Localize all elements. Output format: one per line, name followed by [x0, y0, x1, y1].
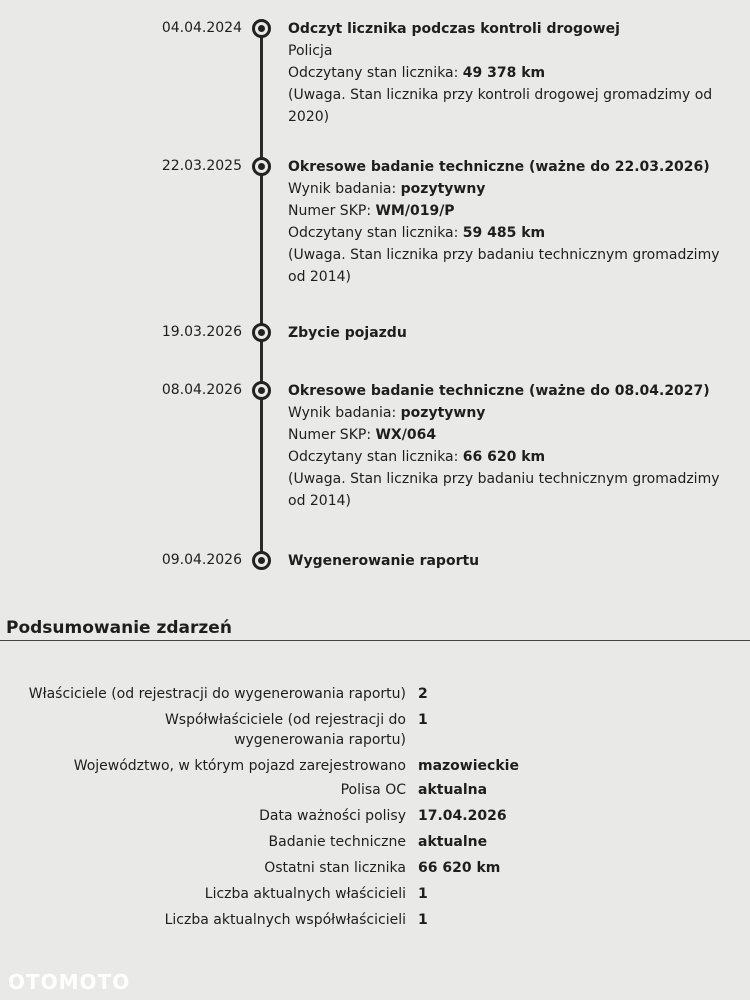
- summary-value: 1: [418, 886, 428, 902]
- event-details: [288, 18, 728, 128]
- event-details: [288, 322, 728, 344]
- event-detail: Odczytany stan licznika: 49 378 km: [288, 65, 546, 81]
- event-detail: Wynik badania: pozytywny: [288, 405, 486, 421]
- summary-label: Właściciele (od rejestracji do wygenerowania raportu): [28, 686, 406, 702]
- summary-value: 1: [418, 712, 428, 728]
- summary-value: aktualna: [418, 782, 488, 798]
- summary-label: Liczba aktualnych właścicieli: [204, 886, 406, 902]
- timeline-line: [260, 26, 263, 560]
- event-note: (Uwaga. Stan licznika przy badaniu technicznym gromadzimy od 2014): [288, 247, 720, 285]
- timeline-dot-icon: [252, 19, 271, 38]
- timeline-dot-icon: [252, 551, 271, 570]
- summary-label: Województwo, w którym pojazd zarejestrowano: [73, 758, 406, 774]
- event-note: (Uwaga. Stan licznika przy badaniu technicznym gromadzimy od 2014): [288, 471, 720, 509]
- timeline-dot-icon: [252, 157, 271, 176]
- summary-value: aktualne: [418, 834, 488, 850]
- event-title: Odczyt licznika podczas kontroli drogowej: [288, 21, 620, 37]
- summary-value: 66 620 km: [418, 860, 501, 876]
- event-date: 08.04.2026: [161, 382, 242, 398]
- event-date: 22.03.2025: [161, 158, 242, 174]
- event-title: Wygenerowanie raportu: [288, 553, 480, 569]
- event-detail: Odczytany stan licznika: 66 620 km: [288, 449, 546, 465]
- summary-label: Ostatni stan licznika: [264, 860, 406, 876]
- timeline-dot-icon: [252, 381, 271, 400]
- summary-value: 2: [418, 686, 428, 702]
- summary-label: Liczba aktualnych współwłaścicieli: [164, 912, 406, 928]
- summary-label: Data ważności polisy: [259, 808, 406, 824]
- event-title: Zbycie pojazdu: [288, 325, 407, 341]
- summary-label: Badanie techniczne: [268, 834, 406, 850]
- summary-divider: [0, 640, 750, 641]
- otomoto-watermark: OTOMOTO: [8, 970, 131, 994]
- event-details: [288, 380, 728, 512]
- event-details: [288, 550, 728, 572]
- event-title: Okresowe badanie techniczne (ważne do 22.03.2026): [288, 159, 710, 175]
- event-detail: Policja: [288, 43, 333, 59]
- summary-title: Podsumowanie zdarzeń: [6, 618, 232, 638]
- event-details: [288, 156, 728, 288]
- summary-value: 17.04.2026: [418, 808, 507, 824]
- event-note: (Uwaga. Stan licznika przy kontroli drogowej gromadzimy od 2020): [288, 87, 713, 125]
- event-date: 19.03.2026: [161, 324, 242, 340]
- event-date: 09.04.2026: [161, 552, 242, 568]
- timeline-dot-icon: [252, 323, 271, 342]
- event-detail: Numer SKP: WX/064: [288, 427, 437, 443]
- event-detail: Wynik badania: pozytywny: [288, 181, 486, 197]
- summary-label: Współwłaściciele (od rejestracji do wygenerowania raportu): [164, 712, 406, 748]
- event-detail: Numer SKP: WM/019/P: [288, 203, 455, 219]
- event-detail: Odczytany stan licznika: 59 485 km: [288, 225, 546, 241]
- summary-label: Polisa OC: [340, 782, 406, 798]
- event-date: 04.04.2024: [161, 20, 242, 36]
- summary-value: 1: [418, 912, 428, 928]
- summary-value: mazowieckie: [418, 758, 519, 774]
- event-title: Okresowe badanie techniczne (ważne do 08.04.2027): [288, 383, 710, 399]
